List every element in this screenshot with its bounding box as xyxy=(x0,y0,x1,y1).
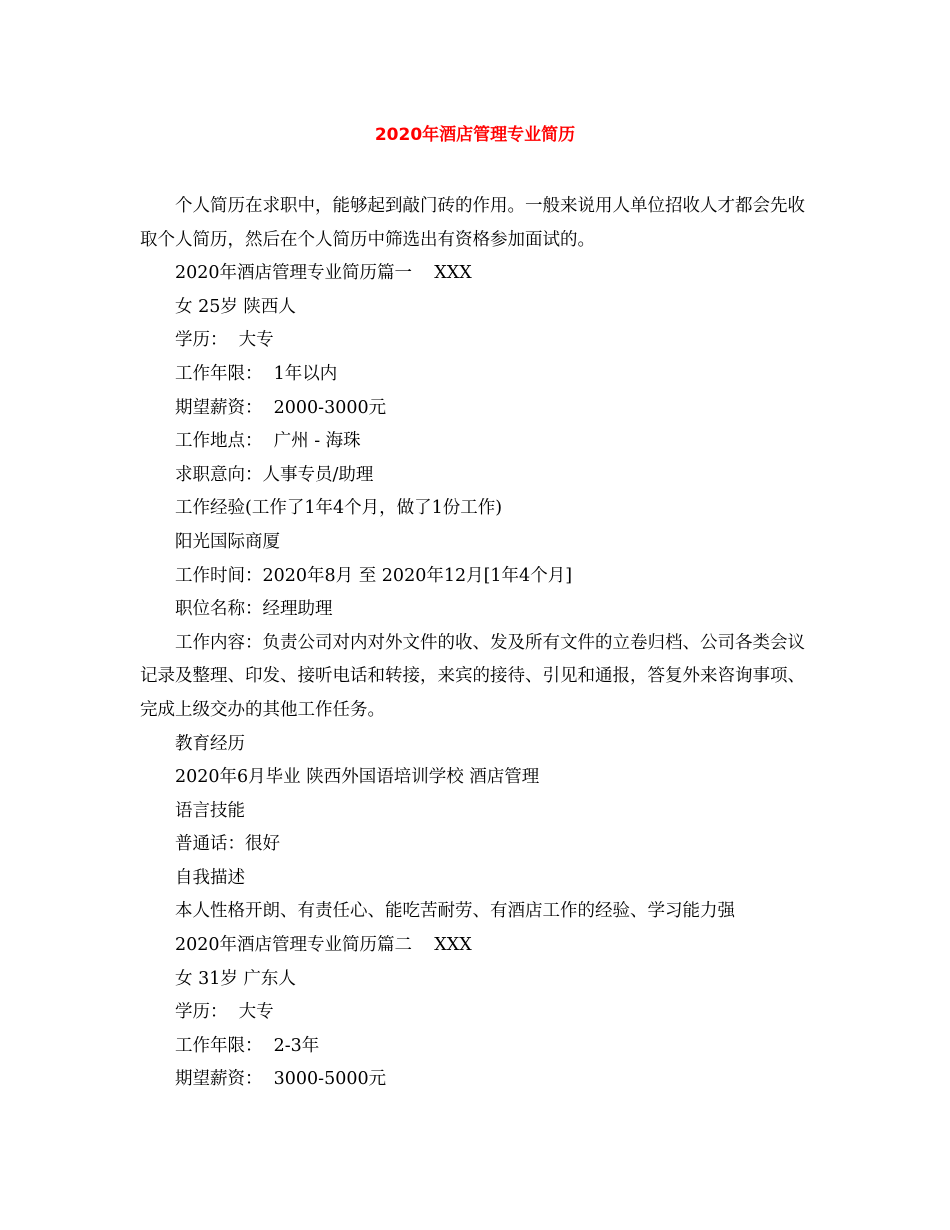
resume-one-language-detail: 普通话：很好 xyxy=(175,834,280,855)
document-body xyxy=(140,190,820,1097)
intro-paragraph: 个人简历在求职中，能够起到敲门砖的作用。一般来说用人单位招收人才都会先收取个人简历，然后在个人简历中筛选出有资格参加面试的。 xyxy=(140,196,805,250)
resume-one-expected-salary: 期望薪资： 2000-3000元 xyxy=(175,397,387,418)
resume-one-education-heading: 教育经历 xyxy=(175,733,245,754)
resume-two-gender-age-origin: 女 31岁 广东人 xyxy=(175,968,296,989)
resume-one-education: 学历： 大专 xyxy=(175,330,274,351)
resume-one-education-detail: 2020年6月毕业 陕西外国语培训学校 酒店管理 xyxy=(175,767,540,788)
resume-one-job-content: 工作内容：负责公司对内对外文件的收、发及所有文件的立卷归档、公司各类会议记录及整理、印发、接听电话和转接，来宾的接待、引见和通报，答复外来咨询事项、完成上级交办的其他工作任务。 xyxy=(140,632,805,720)
resume-one-heading: 2020年酒店管理专业简历篇一 XXX xyxy=(175,263,472,284)
document-title: 2020年酒店管理专业简历 xyxy=(374,125,576,145)
resume-one-work-years: 工作年限： 1年以内 xyxy=(175,363,338,384)
resume-one-work-experience: 工作经验(工作了1年4个月，做了1份工作) xyxy=(175,498,503,519)
resume-one-self-description: 本人性格开朗、有责任心、能吃苦耐劳、有酒店工作的经验、学习能力强 xyxy=(175,901,735,922)
resume-one-language-heading: 语言技能 xyxy=(175,800,245,821)
resume-one-job-intention: 求职意向：人事专员/助理 xyxy=(175,464,374,485)
resume-one-self-description-heading: 自我描述 xyxy=(175,867,245,888)
resume-one-gender-age-origin: 女 25岁 陕西人 xyxy=(175,296,296,317)
resume-two-work-years: 工作年限： 2-3年 xyxy=(175,1035,320,1056)
resume-two-heading: 2020年酒店管理专业简历篇二 XXX xyxy=(175,935,472,956)
resume-two-education: 学历： 大专 xyxy=(175,1002,274,1023)
resume-one-position: 职位名称：经理助理 xyxy=(175,599,333,620)
resume-one-work-period: 工作时间：2020年8月 至 2020年12月[1年4个月] xyxy=(175,565,573,586)
resume-one-work-location: 工作地点： 广州 - 海珠 xyxy=(175,431,361,452)
resume-one-company: 阳光国际商厦 xyxy=(175,531,280,552)
resume-two-expected-salary: 期望薪资： 3000-5000元 xyxy=(175,1069,387,1090)
